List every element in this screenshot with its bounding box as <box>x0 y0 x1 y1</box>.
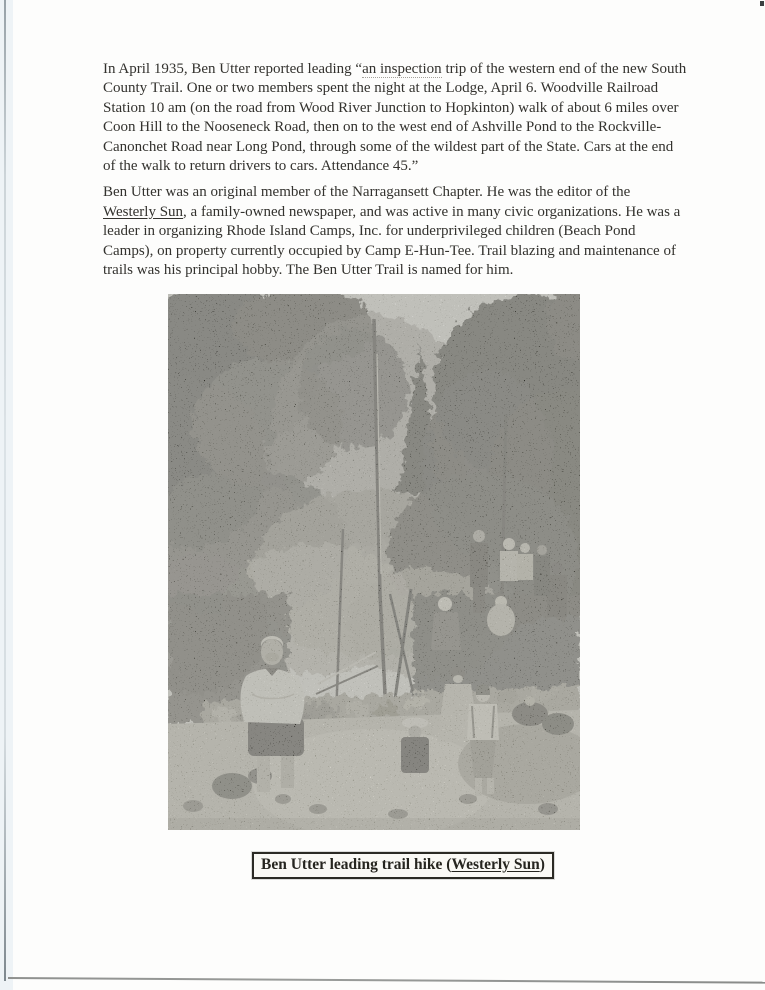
trail-hike-photo-graphic <box>168 294 580 830</box>
document-text <box>103 60 718 280</box>
text-line: Camps), on property currently occupied by Camp E-Hun-Tee. Trail blazing and maintenance of <box>103 242 676 259</box>
caption-text-underlined: Westerly Sun <box>451 856 540 873</box>
text-line <box>103 60 718 79</box>
scan-edge-strip <box>0 0 13 990</box>
scan-edge-line-left <box>4 0 6 981</box>
text-segment-underlined: Westerly Sun <box>103 203 184 220</box>
text-line: trails was his principal hobby. The Ben Utter Trail is named for him. <box>103 262 514 279</box>
scan-edge-line-bottom <box>8 977 765 984</box>
text-line: leader in organizing Rhode Island Camps, Inc. for underprivileged children (Beach Pond <box>103 223 636 240</box>
paragraph-2 <box>103 183 718 280</box>
text-segment: trip of the western end of the new South <box>441 61 687 77</box>
text-line: Station 10 am (on the road from Wood River Junction to Hopkinton) walk of about 6 miles over <box>103 99 679 116</box>
text-line: Ben Utter was an original member of the Narragansett Chapter. He was the editor of the <box>103 184 631 201</box>
text-line: Coon Hill to the Nooseneck Road, then on to the west end of Ashville Pond to the Rockville- <box>103 119 662 136</box>
caption-text: ) <box>539 856 545 873</box>
text-line: Canonchet Road near Long Pond, through some of the wildest part of the State. Cars at the end <box>103 138 674 155</box>
trail-hike-photo <box>168 294 580 830</box>
paragraph-1 <box>103 60 718 176</box>
text-line <box>103 203 718 222</box>
text-line: of the walk to return drivers to cars. Attendance 45.” <box>103 158 419 175</box>
text-segment: , a family-owned newspaper, and was active in many civic organizations. He was a <box>183 203 681 220</box>
text-segment: In April 1935, Ben Utter reported leading “ <box>103 61 363 77</box>
text-line: County Trail. One or two members spent the night at the Lodge, April 6. Woodville Railroad <box>103 80 659 97</box>
caption-text: Ben Utter leading trail hike ( <box>261 856 452 873</box>
text-segment-marked: an inspection <box>362 61 442 77</box>
photo-caption <box>252 852 554 879</box>
scan-speck <box>760 1 764 6</box>
